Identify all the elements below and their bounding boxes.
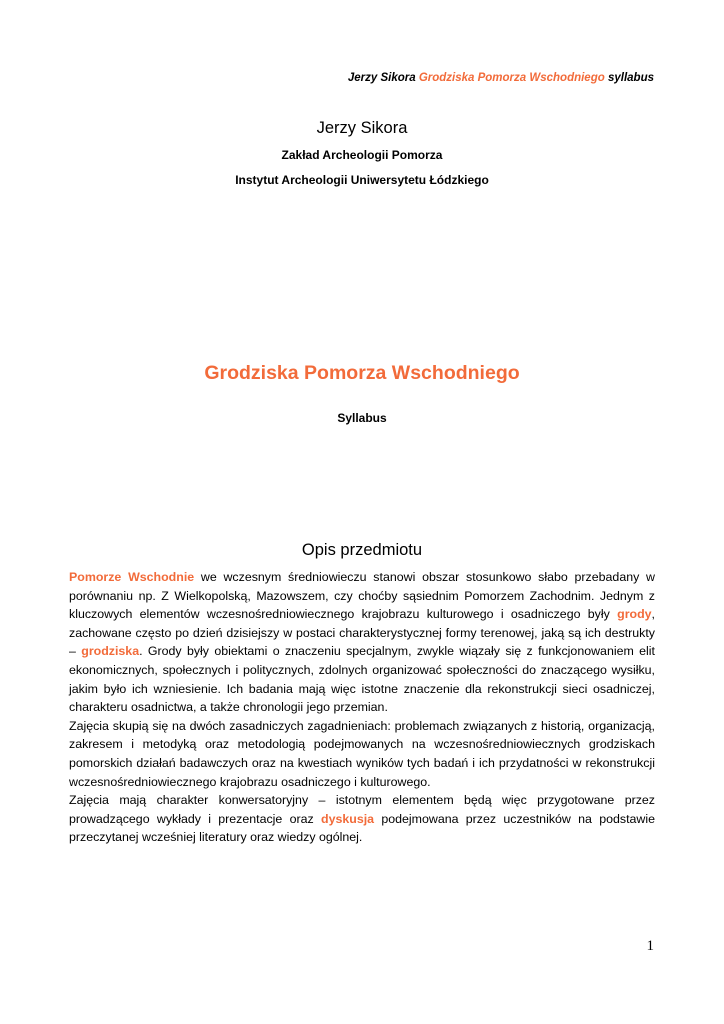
highlight-grody: grody bbox=[617, 607, 652, 622]
main-title: Grodziska Pomorza Wschodniego bbox=[204, 362, 520, 384]
header-author: Jerzy Sikora bbox=[347, 72, 416, 84]
highlight-pomorze-wschodnie: Pomorze Wschodnie bbox=[69, 570, 195, 584]
page-number: 1 bbox=[646, 938, 654, 954]
paragraph-1 bbox=[69, 568, 655, 717]
institute: Instytut Archeologii Uniwersytetu Łódzkiego bbox=[235, 173, 489, 187]
author-name: Jerzy Sikora bbox=[316, 119, 408, 137]
highlight-dyskusja: dyskusja bbox=[321, 811, 375, 826]
header-title: Grodziska Pomorza Wschodniego bbox=[418, 72, 605, 84]
running-header bbox=[348, 72, 654, 84]
paragraph-3 bbox=[69, 791, 655, 847]
paragraph-text: Zajęcia mają charakter konwersatoryjny – istotnym elementem będą więc przygotowane przez prowadzącego wykłady i prezentacje oraz bbox=[69, 793, 655, 826]
paragraph-text: , zachowane często po dzień dzisiejszy w postaci charakterystycznej formy terenowej, jaką są ich destrukty – bbox=[69, 607, 655, 659]
department: Zakład Archeologii Pomorza bbox=[281, 148, 443, 162]
paragraph-2: Zajęcia skupią się na dwóch zasadniczych zagadnieniach: problemach związanych z historią, organizacją, zakresem i metodyką oraz metodologią podejmowanych na wczesnośredniowiecznych grodziskach pomorskich działań badawczych oraz na kwestiach wyników tych badań i ich przydatności w rekonstrukcji wczesnośredniowiecznego krajobrazu osadniczego i kulturowego. bbox=[69, 718, 655, 789]
body-text bbox=[69, 568, 655, 847]
paragraph-text: podejmowana przez uczestników na podstawie przeczytanej wcześniej literatury oraz wiedzy ogólnej. bbox=[69, 811, 656, 845]
subtitle: Syllabus bbox=[337, 411, 387, 425]
section-heading: Opis przedmiotu bbox=[301, 541, 423, 559]
paragraph-text: . Grody były obiektami o znaczeniu specjalnym, zwykle wiązały się z funkcjonowaniem elit ekonomicznych, społecznych i politycznych, zdolnych organizować społeczności do znaczącego wysiłku, jakim było ich wzniesienie. Ich badania mają więc istotne znaczenie dla rekonstrukcji sieci osadniczej, charakteru osadnictwa, a także chronologii jego przemian. bbox=[69, 644, 655, 715]
highlight-grodziska: grodziska bbox=[81, 644, 140, 659]
header-label: syllabus bbox=[607, 72, 654, 84]
paragraph-text: we wczesnym średniowieczu stanowi obszar stosunkowo słabo przebadany w porównaniu np. Z Wielkopolską, Mazowszem, czy choćby sąsiednim Pomorzem Zachodnim. Jednym z kluczowych elementów wczesnośredniowiecznego krajobrazu kulturowego i osadniczego były bbox=[69, 570, 655, 622]
